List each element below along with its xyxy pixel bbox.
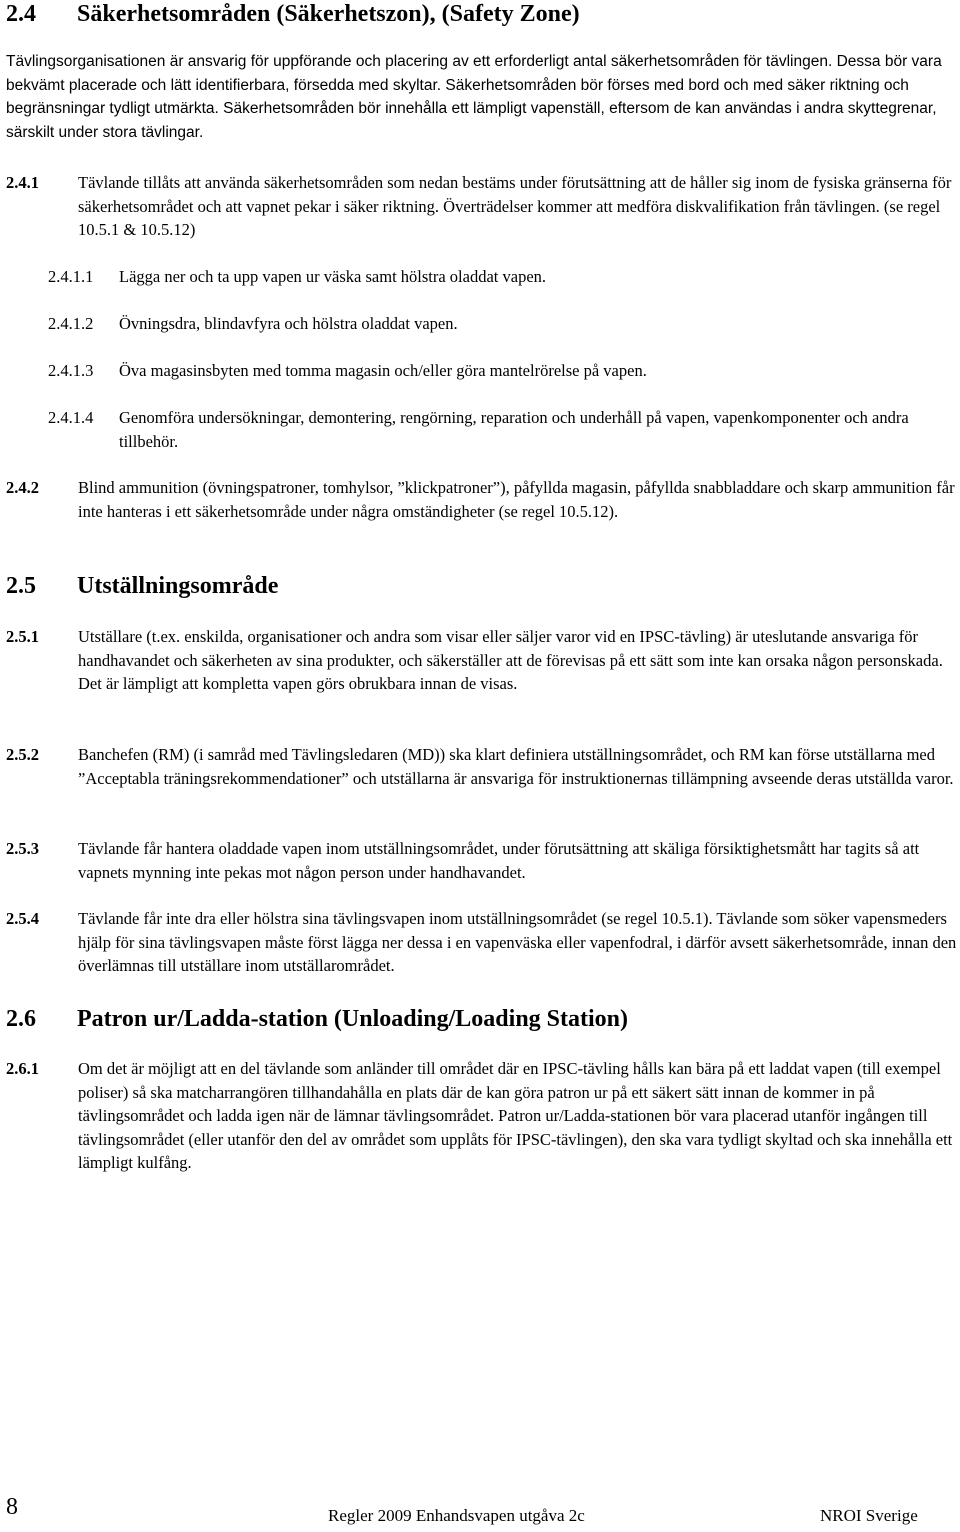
section-number: 2.6 xyxy=(6,1006,36,1032)
rule-number: 2.4.1.1 xyxy=(48,267,94,286)
rule-2-6-1 xyxy=(6,1057,958,1175)
rule-2-5-4 xyxy=(6,907,958,978)
section-heading-2-4 xyxy=(6,0,580,28)
footer-organization: NROI Sverige xyxy=(820,1506,918,1525)
section-title: Säkerhetsområden (Säkerhetszon), (Safety Zone) xyxy=(77,1,580,27)
rule-text: Övningsdra, blindavfyra och hölstra oladdat vapen. xyxy=(119,314,458,333)
section-heading-2-6 xyxy=(6,1005,628,1033)
rule-text: Lägga ner och ta upp vapen ur väska samt hölstra oladdat vapen. xyxy=(119,267,547,286)
rule-text: Tävlande får hantera oladdade vapen inom utställningsområdet, under förutsättning att skäliga försiktighetsmått har tagits så att vapnets mynning inte pekas mot någon person under handhavandet. xyxy=(78,839,920,882)
rule-2-4-1-3 xyxy=(48,359,939,383)
section-intro-2-4: Tävlingsorganisationen är ansvarig för uppförande och placering av ett erforderligt antal säkerhetsområden för tävlingen. Dessa bör vara bekvämt placerade och lätt identifierbara, försedda med skyltar. Säkerhetsområden bör förses med bord och med säker riktning och begränsningar tydligt utmärkta. Säkerhetsområden bör innehålla ett lämpligt vapenställ, eftersom de kan användas i andra skyttegrenar, särskilt under stora tävlingar. xyxy=(6,53,942,141)
rule-number: 2.5.2 xyxy=(6,745,39,764)
section-number: 2.5 xyxy=(6,573,36,599)
rule-text: Banchefen (RM) (i samråd med Tävlingsledaren (MD)) ska klart definiera utställningsområdet, och RM kan förse utställarna med ”Acceptabla träningsrekommendationer” och utställarna är ansvariga för instruktionernas tillämpning avseende deras utställda varor. xyxy=(78,745,954,788)
rule-number: 2.4.1.3 xyxy=(48,361,94,380)
rule-text: Om det är möjligt att en del tävlande som anländer till området där en IPSC-tävling hålls kan bära på ett laddat vapen (till exempel poliser) så ska matcharrangören tillhandahålla en plats där de kan göra patron ur på ett säkert sätt innan de kommer in på tävlingsområdet och ladda igen när de lämnar tävlingsområdet. Patron ur/Ladda-stationen bör vara placerad utanför ingången till tävlingsområdet (eller utanför den del av området som upplåts för IPSC-tävlingen), den ska vara tydligt skyltad och ska innehålla ett lämpligt kulfång. xyxy=(78,1059,953,1173)
rule-number: 2.4.1.2 xyxy=(48,314,94,333)
rule-text: Genomföra undersökningar, demontering, rengörning, reparation och underhåll på vapen, vapenkomponenter och andra tillbehör. xyxy=(119,408,909,451)
rule-2-4-1-4 xyxy=(48,406,939,453)
section-title: Utställningsområde xyxy=(77,573,279,599)
footer-title: Regler 2009 Enhandsvapen utgåva 2c xyxy=(328,1506,585,1525)
rule-number: 2.5.1 xyxy=(6,627,39,646)
page-footer xyxy=(0,1494,960,1530)
section-heading-2-5 xyxy=(6,572,278,600)
rule-text: Tävlande tillåts att använda säkerhetsområden som nedan bestäms under förutsättning att de håller sig inom de fysiska gränserna för säkerhetsområdet och att vapnet pekar i säker riktning. Överträdelser kommer att medföra diskvalifikation från tävlingen. (se regel 10.5.1 & 10.5.12) xyxy=(78,173,952,240)
rule-2-4-1-2 xyxy=(48,312,939,336)
rule-2-5-2 xyxy=(6,743,958,790)
rule-number: 2.5.4 xyxy=(6,909,39,928)
rule-2-5-3 xyxy=(6,837,958,884)
section-number: 2.4 xyxy=(6,1,36,27)
rule-2-4-2 xyxy=(6,476,958,523)
rule-number: 2.5.3 xyxy=(6,839,39,858)
rule-text: Utställare (t.ex. enskilda, organisationer och andra som visar eller säljer varor vid en IPSC-tävling) är uteslutande ansvariga för handhavandet och säkerheten av sina produkter, och säkerställer att de förevisas på ett sätt som inte kan orsaka någon personskada. Det är lämpligt att kompletta vapen görs obrukbara innan de visas. xyxy=(78,627,943,694)
section-title: Patron ur/Ladda-station (Unloading/Loading Station) xyxy=(77,1006,629,1032)
rule-text: Tävlande får inte dra eller hölstra sina tävlingsvapen inom utställningsområdet (se regel 10.5.1). Tävlande som söker vapensmeders hjälp för sina tävlingsvapen måste först lägga ner dessa i en vapenväska eller vapenfodral, i därför avsett säkerhetsområde, innan den överlämnas till utställare inom utställarområdet. xyxy=(78,909,957,976)
rule-number: 2.4.1 xyxy=(6,173,39,192)
rule-2-5-1 xyxy=(6,625,958,696)
rule-2-4-1 xyxy=(6,171,958,242)
rule-2-4-1-1 xyxy=(48,265,939,289)
rule-number: 2.6.1 xyxy=(6,1059,39,1078)
rule-text: Blind ammunition (övningspatroner, tomhylsor, ”klickpatroner”), påfyllda magasin, påfyllda snabbladdare och skarp ammunition får inte hanteras i ett säkerhetsområde under några omständigheter (se regel 10.5.12). xyxy=(78,478,955,521)
rule-number: 2.4.1.4 xyxy=(48,408,94,427)
rule-number: 2.4.2 xyxy=(6,478,39,497)
page-number: 8 xyxy=(6,1494,18,1520)
rule-text: Öva magasinsbyten med tomma magasin och/eller göra mantelrörelse på vapen. xyxy=(119,361,647,380)
